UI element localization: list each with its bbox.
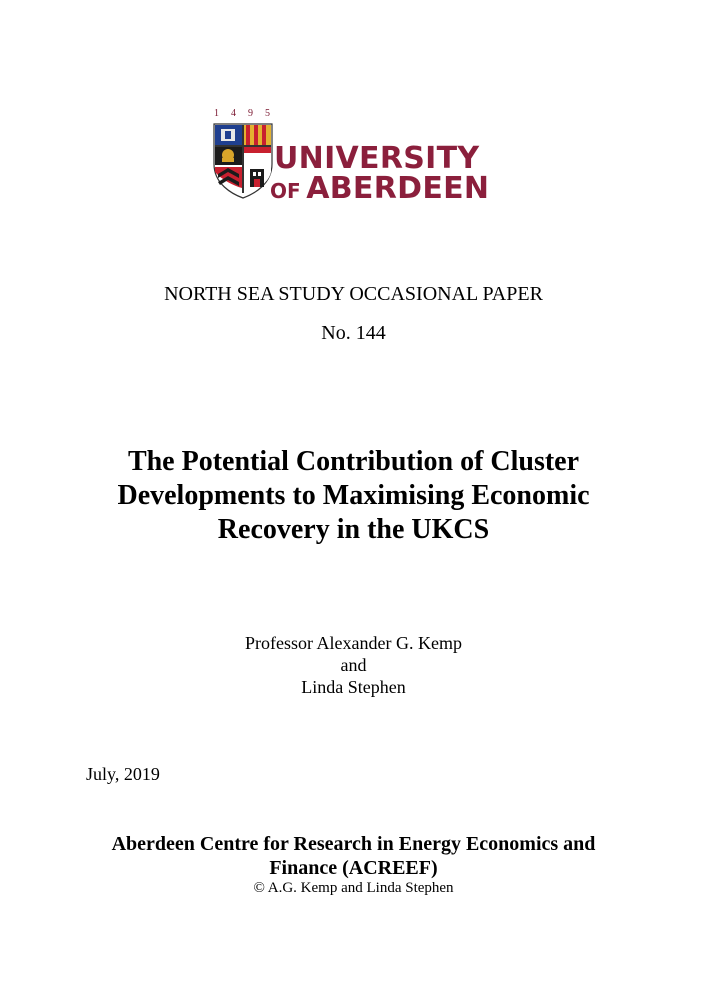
author-conjunction: and [340,655,367,675]
year-digit: 1 [214,108,219,119]
publication-date: July, 2019 [86,764,160,784]
centre-line: Aberdeen Centre for Research in Energy Economics and [111,833,596,855]
university-aberdeen: ABERDEEN [306,171,490,206]
founding-year [214,108,274,120]
university-of: OF [270,179,301,203]
copyright-notice: © A.G. Kemp and Linda Stephen [253,880,454,896]
year-digit: 4 [231,108,236,119]
authors-block [0,632,707,698]
series-name: NORTH SEA STUDY OCCASIONAL PAPER [164,283,543,305]
research-centre-name [0,832,707,880]
title-line: Developments to Maximising Economic [117,480,590,511]
centre-line: Finance (ACREEF) [269,857,438,879]
university-crest-icon [212,122,274,200]
year-digit: 5 [265,108,270,119]
author-name: Professor Alexander G. Kemp [245,633,462,653]
title-line: Recovery in the UKCS [217,514,490,545]
year-digit: 9 [248,108,253,119]
university-name-line2 [270,171,490,208]
author-name: Linda Stephen [301,677,406,697]
university-name-line1: UNIVERSITY [274,141,480,176]
title-line: The Potential Contribution of Cluster [127,446,580,477]
paper-title [0,445,707,547]
paper-number: No. 144 [321,322,386,344]
university-logo [212,108,490,208]
